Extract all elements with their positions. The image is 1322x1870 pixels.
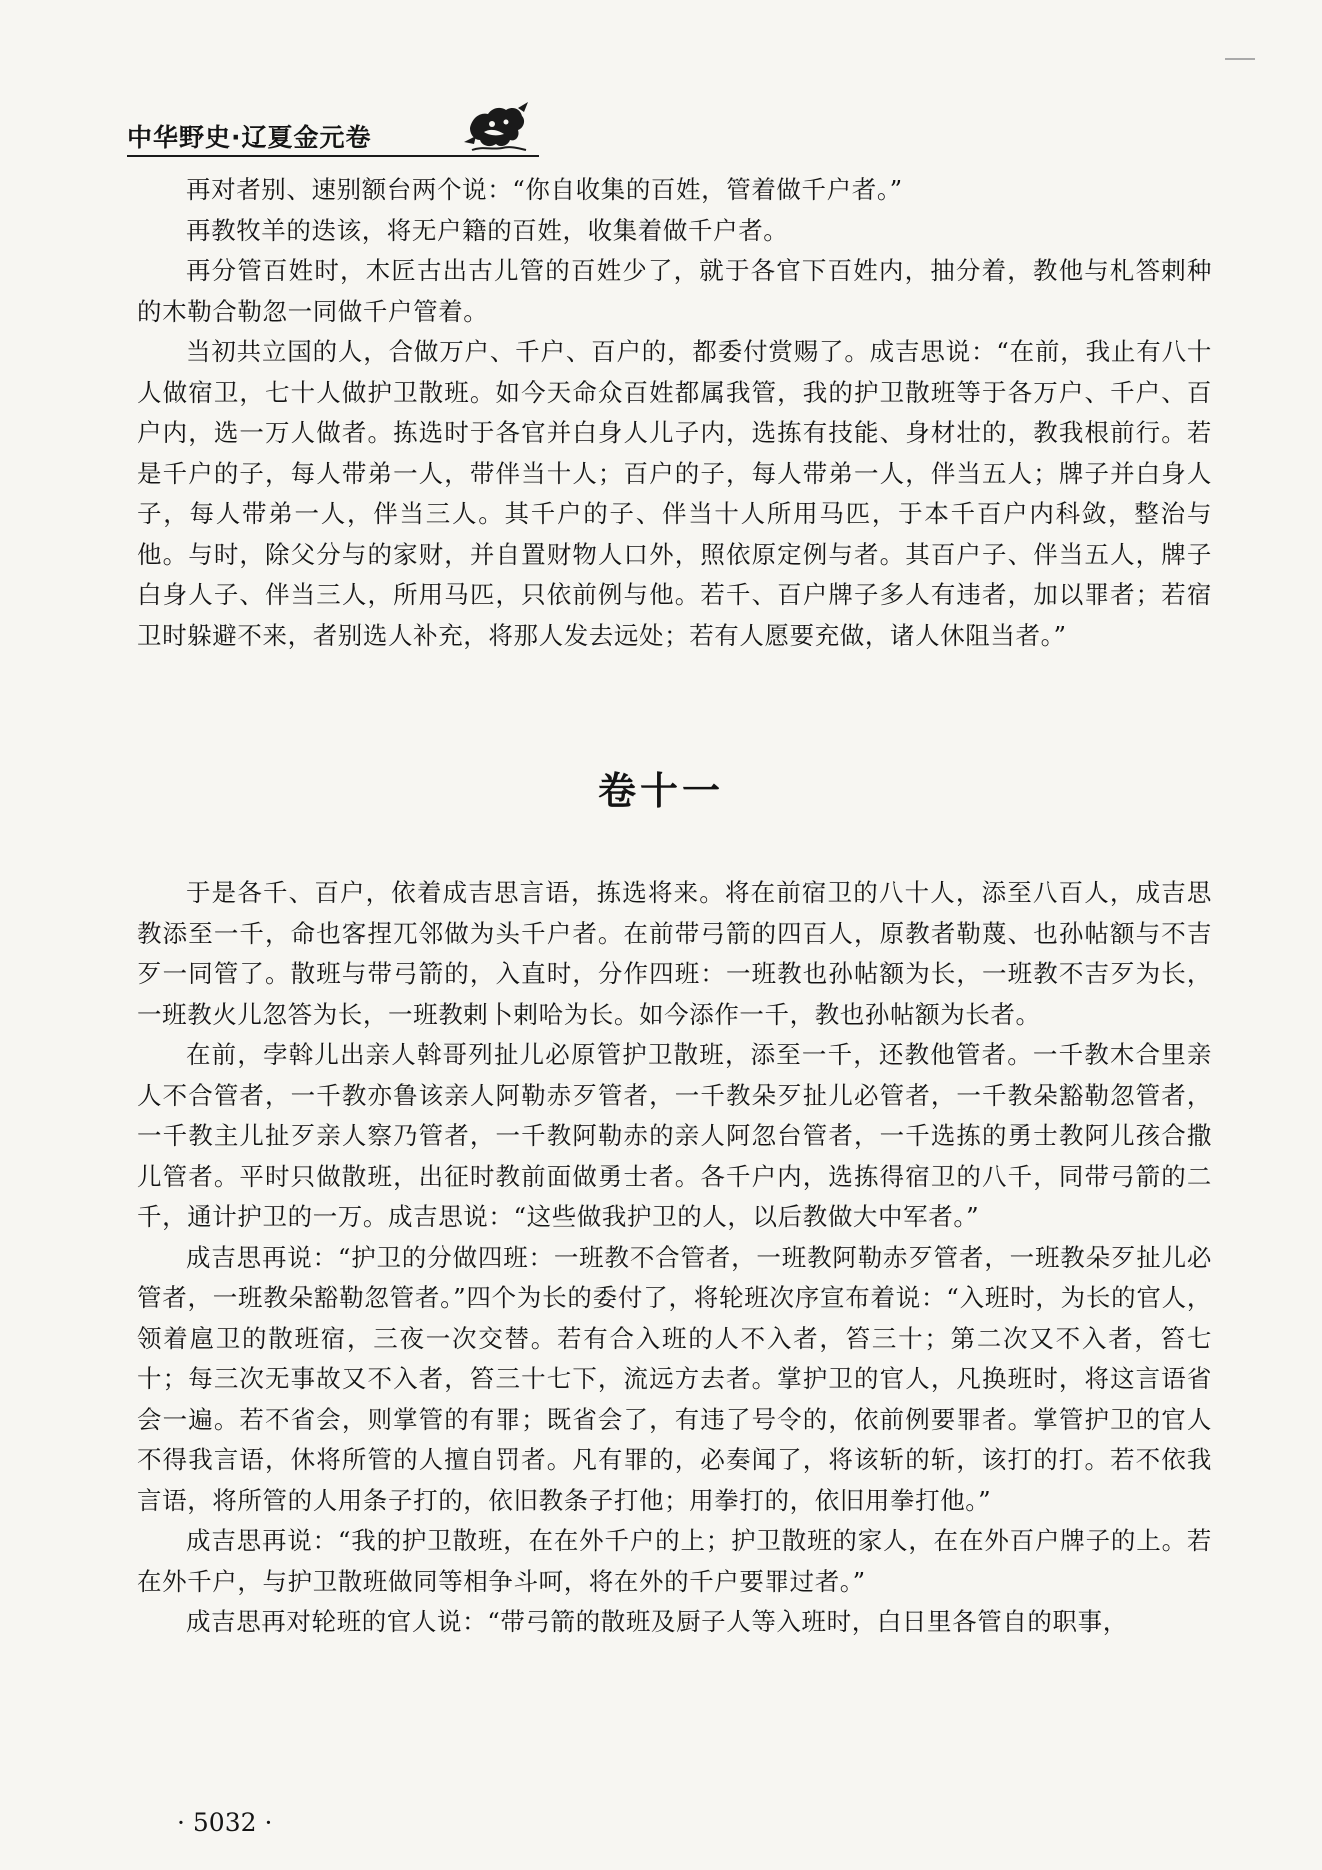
header-title: 中华野史·辽夏金元卷 (127, 123, 372, 152)
chapter-title: 卷十一 (597, 769, 724, 813)
paragraph: 成吉思再说：“护卫的分做四班：一班教不合管者，一班教阿勒赤歹管者，一班教朵歹扯儿必管者，一班教朵豁勒忽管者。”四个为长的委付了，将轮班次序宣布着说：“入班时，为长的官人，领着扈卫的散班宿，三夜一次交替。若有合入班的人不入者，笞三十；第二次又不入者，笞七十；每三次无事故又不入者，笞三十七下，流远方去者。掌护卫的官人，凡换班时，将这言语省会一遍。若不省会，则掌管的有罪；既省会了，有违了号令的，依前例要罪者。掌管护卫的官人不得我言语，休将所管的人擅自罚者。凡有罪的，必奏闻了，将该斩的斩，该打的打。若不依我言语，将所管的人用条子打的，依旧教条子打他；用拳打的，依旧用拳打他。” (137, 1242, 1212, 1515)
text-block-top (137, 170, 1212, 656)
paragraph: 再对者别、速别额台两个说：“你自收集的百姓，管着做千户者。” (186, 175, 903, 204)
paragraph: 在前，孛斡儿出亲人斡哥列扯儿必原管护卫散班，添至一千，还教他管者。一千教木合里亲人不合管者，一千教亦鲁该亲人阿勒赤歹管者，一千教朵歹扯儿必管者，一千教朵豁勒忽管者，一千教主儿扯歹亲人察乃管者，一千教阿勒赤的亲人阿忽台管者，一千选拣的勇士教阿儿孩合撒儿管者。平时只做散班，出征时教前面做勇士者。各千户内，选拣得宿卫的八千，同带弓箭的二千，通计护卫的一万。成吉思说：“这些做我护卫的人，以后教做大中军者。” (137, 1040, 1212, 1231)
paragraph: 于是各千、百户，依着成吉思言语，拣选将来。将在前宿卫的八十人，添至八百人，成吉思教添至一千，命也客捏兀邻做为头千户者。在前带弓箭的四百人，原教者勒蔑、也孙帖额与不吉歹一同管了。散班与带弓箭的，入直时，分作四班：一班教也孙帖额为长，一班教不吉歹为长，一班教火儿忽答为长，一班教剌卜剌哈为长。如今添作一千，教也孙帖额为长者。 (137, 878, 1212, 1029)
page-number: · 5032 · (177, 1808, 273, 1837)
paragraph: 再分管百姓时，木匠古出古儿管的百姓少了，就于各官下百姓内，抽分着，教他与札答剌种的木勒合勒忽一同做千户管着。 (137, 256, 1212, 326)
dragon-emblem-icon (462, 98, 532, 154)
paragraph: 成吉思再说：“我的护卫散班，在在外千户的上；护卫散班的家人，在在外百户牌子的上。若在外千户，与护卫散班做同等相争斗呵，将在外的千户要罪过者。” (137, 1526, 1212, 1596)
paragraph: 成吉思再对轮班的官人说：“带弓箭的散班及厨子人等入班时，白日里各管自的职事， (186, 1607, 1128, 1636)
scan-mark (1225, 58, 1255, 60)
header-rule (127, 155, 539, 157)
paragraph: 当初共立国的人，合做万户、千户、百户的，都委付赏赐了。成吉思说：“在前，我止有八十人做宿卫，七十人做护卫散班。如今天命众百姓都属我管，我的护卫散班等于各万户、千户、百户内，选一万人做者。拣选时于各官并白身人儿子内，选拣有技能、身材壮的，教我根前行。若是千户的子，每人带弟一人，带伴当十人；百户的子，每人带弟一人，伴当五人；牌子并白身人子，每人带弟一人，伴当三人。其千户的子、伴当十人所用马匹，于本千百户内科敛，整治与他。与时，除父分与的家财，并自置财物人口外，照依原定例与者。其百户子、伴当五人，牌子白身人子、伴当三人，所用马匹，只依前例与他。若千、百户牌子多人有违者，加以罪者；若宿卫时躲避不来，者别选人补充，将那人发去远处；若有人愿要充做，诸人休阻当者。” (137, 337, 1212, 650)
running-header (127, 104, 547, 160)
text-block-bottom (137, 873, 1212, 1643)
paragraph: 再教牧羊的迭该，将无户籍的百姓，收集着做千户者。 (186, 215, 789, 245)
